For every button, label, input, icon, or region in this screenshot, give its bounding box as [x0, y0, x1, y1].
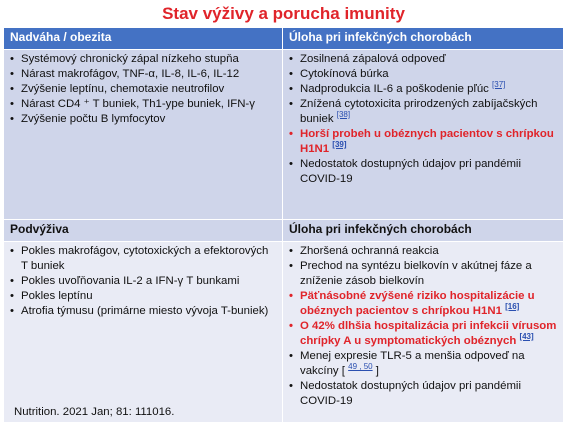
list-item: • Pokles uvoľňovania IL-2 a IFN-γ T bunkami	[10, 274, 276, 289]
header-role-bottom: Úloha pri infekčných chorobách	[283, 220, 564, 242]
undernutrition-role-cell	[283, 242, 564, 423]
obesity-effects-cell	[4, 50, 283, 220]
list-item	[289, 127, 557, 157]
list-item-text: Prechod na syntézu bielkovín v akútnej fáze a zníženie zásob bielkovín	[300, 260, 532, 287]
list-item: • Systémový chronický zápal nízkeho stupňa	[10, 52, 276, 67]
reference-link[interactable]: [43]	[519, 332, 534, 342]
list-item: • Zvýšenie počtu B lymfocytov	[10, 112, 276, 127]
undernutrition-role-list	[289, 244, 557, 409]
list-item-text: Zhoršená ochranná reakcia	[300, 245, 439, 257]
list-item-text: O 42% dlhšia hospitalizácia pri infekcii vírusom chrípky A u symptomatických obéznych	[300, 320, 557, 347]
source-citation: Nutrition. 2021 Jan; 81: 111016.	[14, 406, 175, 418]
reference-link[interactable]: 49 , 50	[348, 362, 373, 372]
header-obesity: Nadváha / obezita	[4, 28, 283, 50]
header-row-top	[4, 28, 564, 50]
list-item	[289, 349, 557, 379]
comparison-table	[3, 27, 564, 423]
obesity-effects-list	[10, 52, 276, 127]
row-undernutrition	[4, 242, 564, 423]
obesity-role-cell	[283, 50, 564, 220]
reference-link[interactable]: [37]	[492, 80, 506, 90]
reference-link[interactable]: [38]	[336, 110, 351, 120]
list-item	[289, 379, 557, 409]
list-item: • Nárast CD4 ⁺ T buniek, Th1-ype buniek, IFN-γ	[10, 97, 276, 112]
list-item: • Nárast makrofágov, TNF-α, IL-8, IL-6, IL-12	[10, 67, 276, 82]
list-item-text: Nedostatok dostupných údajov pri pandémii COVID-19	[300, 380, 521, 407]
list-item: • Pokles leptínu	[10, 289, 276, 304]
list-item-text: Zosilnená zápalová odpoveď	[300, 53, 446, 65]
list-item	[289, 97, 557, 127]
reference-link[interactable]: [16]	[505, 302, 520, 312]
header-row-bottom	[4, 220, 564, 242]
undernutrition-effects-list	[10, 244, 276, 319]
list-item: • Zvýšenie leptínu, chemotaxie neutrofilov	[10, 82, 276, 97]
slide-title: Stav výživy a porucha imunity	[162, 4, 405, 23]
list-item	[289, 319, 557, 349]
list-item-suffix: ]	[372, 365, 379, 377]
list-item	[289, 244, 557, 259]
header-role-top: Úloha pri infekčných chorobách	[283, 28, 564, 50]
list-item	[289, 67, 557, 82]
list-item-text: Nadprodukcia IL-6 a poškodenie pľúc	[300, 83, 493, 95]
header-undernutrition: Podvýživa	[4, 220, 283, 242]
reference-link[interactable]: [39]	[332, 140, 347, 150]
row-obesity	[4, 50, 564, 220]
list-item-text: Znížená cytotoxicita prirodzených zabíjačských buniek	[300, 98, 538, 125]
list-item	[289, 82, 557, 97]
obesity-role-list	[289, 52, 557, 187]
list-item: • Pokles makrofágov, cytotoxických a efektorových T buniek	[10, 244, 276, 274]
list-item	[289, 289, 557, 319]
list-item	[289, 259, 557, 289]
list-item-text: Menej expresie TLR-5 a menšia odpoveď na vakcíny [	[300, 350, 525, 377]
list-item-text: Cytokínová búrka	[300, 68, 389, 80]
undernutrition-effects-cell	[4, 242, 283, 423]
list-item: • Atrofia týmusu (primárne miesto vývoja T-buniek)	[10, 304, 276, 319]
list-item-text: Päťnásobné zvýšené riziko hospitalizácie u obéznych pacientov s chrípkou H1N1	[300, 290, 535, 317]
list-item	[289, 157, 557, 187]
list-item-text: Horší probeh u obéznych pacientov s chrípkou H1N1	[300, 128, 554, 155]
list-item-text: Nedostatok dostupných údajov pri pandémii COVID-19	[300, 158, 521, 185]
list-item	[289, 52, 557, 67]
